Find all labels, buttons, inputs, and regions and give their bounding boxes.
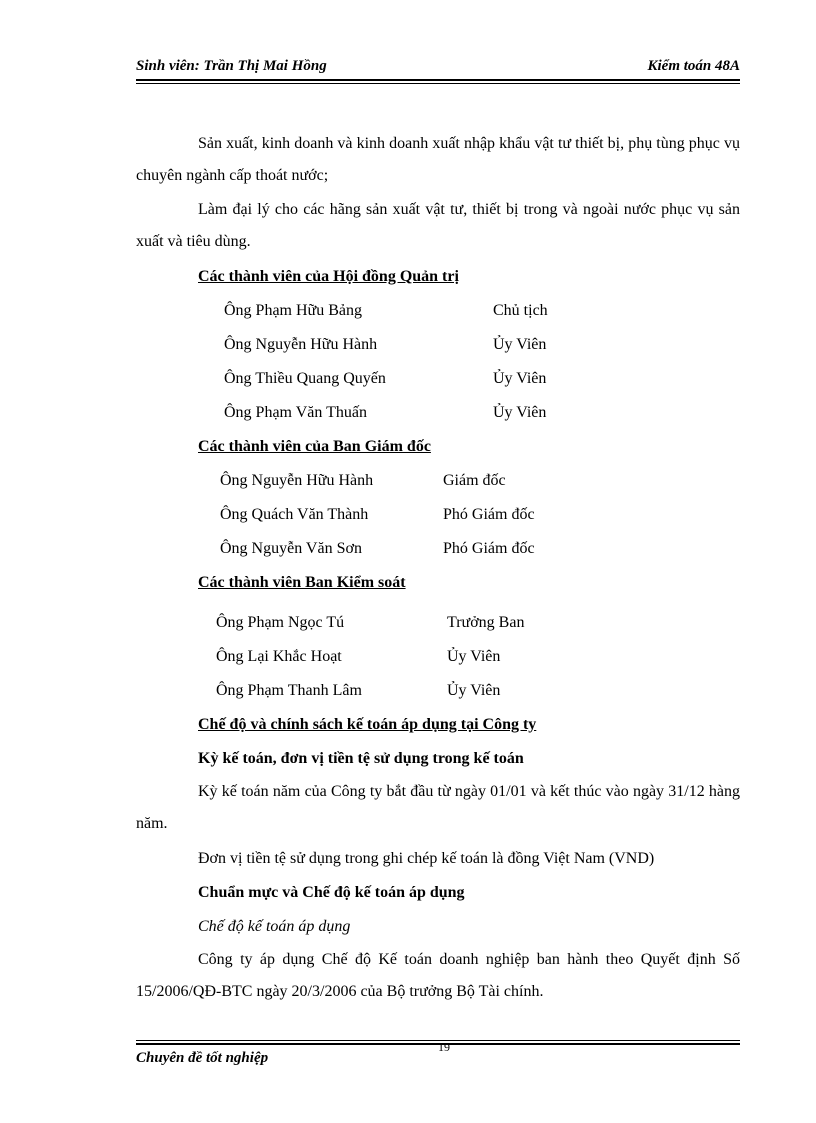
control-member-role: Ủy Viên (447, 682, 501, 699)
director-name: Ông Nguyễn Hữu Hành (220, 472, 374, 489)
control-member-role: Ủy Viên (447, 648, 501, 665)
director-row (136, 532, 740, 566)
board-member-role: Chủ tịch (493, 302, 548, 319)
period-paragraph: Kỳ kế toán năm của Công ty bắt đầu từ ngày 01/01 và kết thúc vào ngày 31/12 hàng năm. (136, 783, 740, 832)
header-rule-thin (136, 83, 740, 84)
policy-heading: Chế độ và chính sách kế toán áp dụng tại Công ty (198, 716, 537, 733)
currency-line (136, 842, 740, 876)
header-class-name: Kiểm toán 48A (647, 58, 740, 74)
director-name: Ông Nguyễn Văn Sơn (220, 540, 362, 557)
control-member-name: Ông Lại Khắc Hoạt (216, 648, 342, 665)
board-member-row (136, 294, 740, 328)
board-member-name: Ông Phạm Hữu Bảng (224, 302, 362, 319)
currency-text: Đơn vị tiền tệ sử dụng trong ghi chép kế toán là đồng Việt Nam (VND) (198, 850, 655, 867)
control-member-role: Trưởng Ban (447, 614, 525, 631)
director-row (136, 498, 740, 532)
control-member-row (136, 606, 740, 640)
control-heading-line (136, 566, 740, 600)
director-role: Giám đốc (443, 472, 506, 489)
director-row (136, 464, 740, 498)
regime-heading: Chế độ kế toán áp dụng (198, 918, 351, 935)
board-member-role: Ủy Viên (493, 370, 547, 387)
board-member-name: Ông Phạm Văn Thuấn (224, 404, 367, 421)
regime-paragraph: Công ty áp dụng Chế độ Kế toán doanh nghiệp ban hành theo Quyết định Số 15/2006/QĐ-BTC ngày 20/3/2006 của Bộ trưởng Bộ Tài chính. (136, 951, 740, 1000)
header-rule-thick (136, 79, 740, 81)
page-number: 19 (438, 1040, 450, 1054)
page-header (136, 58, 740, 78)
business-line-paragraph: Sản xuất, kinh doanh và kinh doanh xuất nhập khẩu vật tư thiết bị, phụ tùng phục vụ chuyên ngành cấp thoát nước; (136, 135, 740, 184)
board-member-role: Ủy Viên (493, 404, 547, 421)
directors-heading-line (136, 430, 740, 464)
board-member-row (136, 362, 740, 396)
policy-heading-line (136, 708, 740, 742)
board-member-row (136, 328, 740, 362)
director-name: Ông Quách Văn Thành (220, 506, 369, 523)
regime-heading-line (136, 910, 740, 944)
board-member-name: Ông Nguyễn Hữu Hành (224, 336, 378, 353)
control-member-row (136, 640, 740, 674)
footer-title: Chuyên đề tốt nghiệp (136, 1050, 269, 1066)
control-member-row (136, 674, 740, 708)
agency-paragraph: Làm đại lý cho các hãng sản xuất vật tư, thiết bị trong và ngoài nước phục vụ sản xuất và tiêu dùng. (136, 201, 740, 250)
board-member-name: Ông Thiều Quang Quyến (224, 370, 386, 387)
control-member-name: Ông Phạm Ngọc Tú (216, 614, 345, 631)
standards-heading-line (136, 876, 740, 910)
board-heading: Các thành viên của Hội đồng Quản trị (198, 268, 459, 285)
directors-heading: Các thành viên của Ban Giám đốc (198, 438, 431, 455)
header-student-name: Sinh viên: Trần Thị Mai Hồng (136, 58, 327, 74)
page-footer (136, 1040, 740, 1070)
page-content (136, 128, 740, 1010)
board-member-role: Ủy Viên (493, 336, 547, 353)
director-role: Phó Giám đốc (443, 540, 535, 557)
board-member-row (136, 396, 740, 430)
control-heading: Các thành viên Ban Kiểm soát (198, 574, 406, 591)
director-role: Phó Giám đốc (443, 506, 535, 523)
period-heading-line (136, 742, 740, 776)
control-member-name: Ông Phạm Thanh Lâm (216, 682, 362, 699)
standards-heading: Chuẩn mực và Chế độ kế toán áp dụng (198, 884, 465, 901)
board-heading-line (136, 260, 740, 294)
period-heading: Kỳ kế toán, đơn vị tiền tệ sử dụng trong kế toán (198, 750, 524, 767)
